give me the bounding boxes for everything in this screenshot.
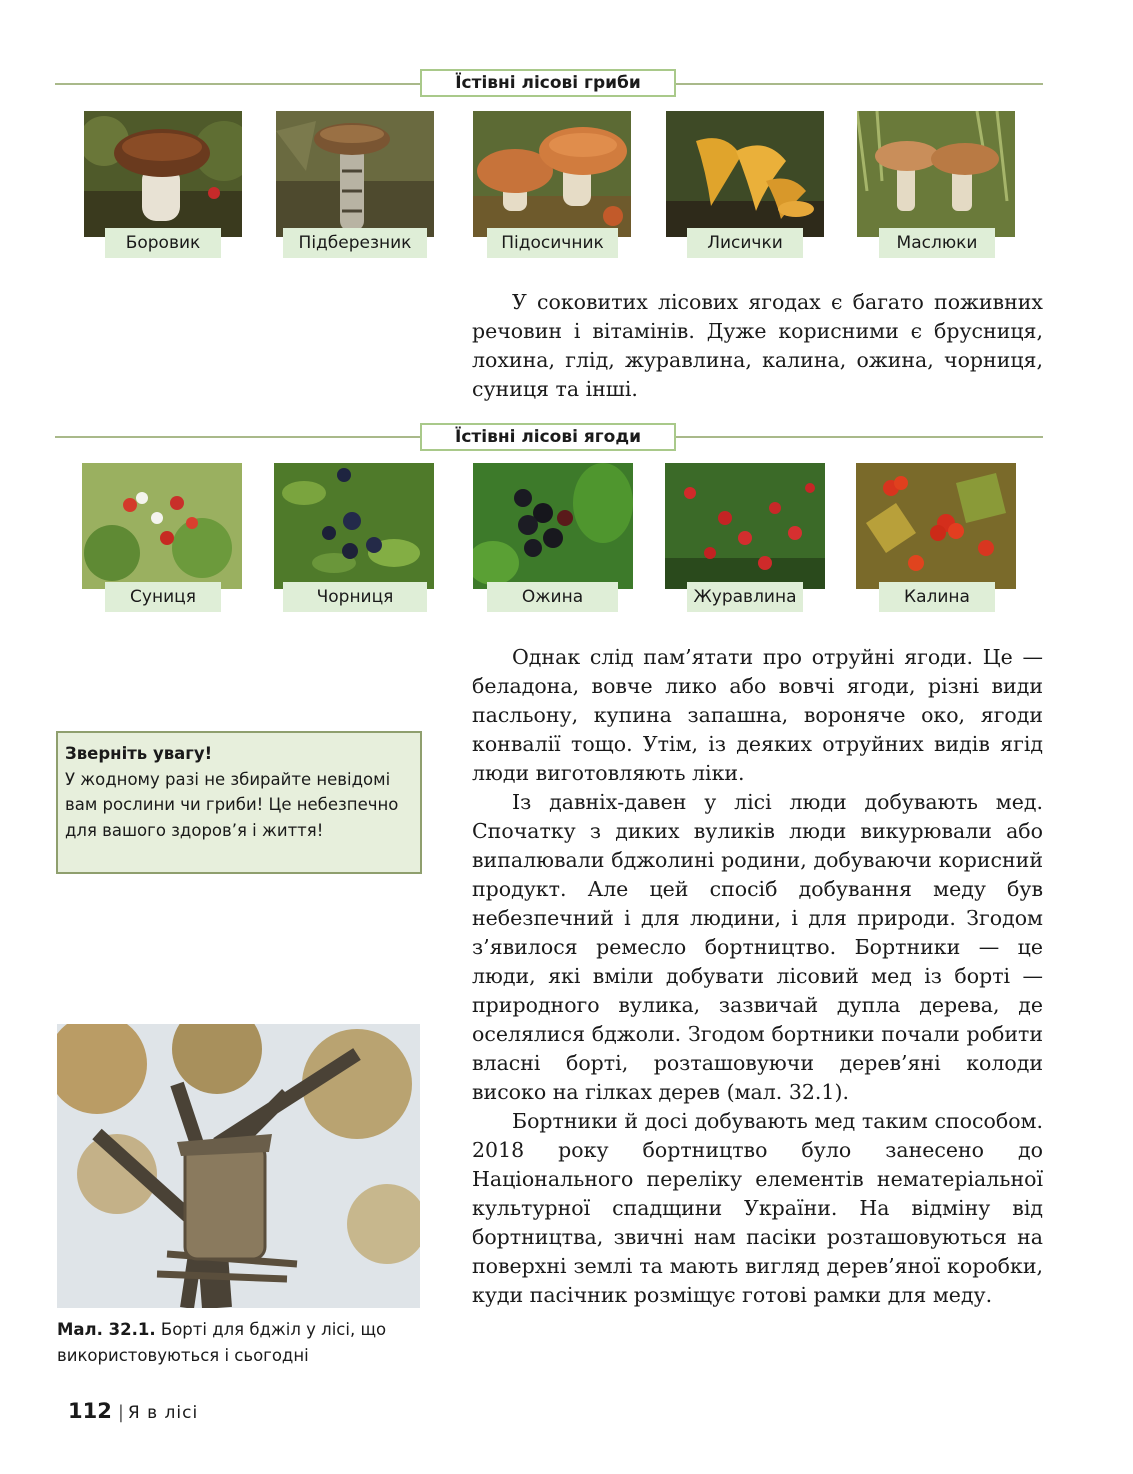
- body-paragraph-poisonous-berries: Однак слід пам’ятати про отруйні ягоди. Це — беладона, вовче лико або вовчі ягоди, різні види пасльону, купина запашна, вороняче око, ягоди конвалії тощо. Утім, із деяких отруйних видів ягід люди виготовляють ліки.: [472, 645, 1043, 785]
- main-body-text: [472, 643, 1043, 1310]
- chapter-title: Я в лісі: [127, 1403, 199, 1423]
- figure-caption-text: Борті для бджіл у лісі, що використовуються і сьогодні: [57, 1320, 387, 1365]
- figure-caption: [57, 1317, 427, 1368]
- caption-borovyk: Боровик: [105, 228, 221, 258]
- photo-zhuravlyna: [665, 463, 825, 589]
- body-paragraph-beekeeping-today: Бортники й досі добувають мед таким способом. 2018 року бортництво було занесено до Національного переліку елементів нематеріальної культурної спадщини України. На відміну від бортництва, звичні нам пасіки розташовуються на поверхні землі та мають вигляд дерев’яної коробки, куди пасічник розміщує готові рамки для меду.: [472, 1109, 1043, 1307]
- photo-lysychky: [666, 111, 824, 237]
- caption-lysychky: Лисички: [687, 228, 803, 258]
- photo-borovyk: [84, 111, 242, 237]
- page-footer: [68, 1399, 198, 1423]
- photo-masliuky: [857, 111, 1015, 237]
- attention-note-text: У жодному разі не збирайте невідомі вам рослини чи гриби! Це небезпечно для вашого здоров’я і життя!: [65, 769, 399, 840]
- caption-zhuravlyna: Журавлина: [687, 582, 803, 612]
- page-number: 112: [68, 1399, 112, 1423]
- photo-sunytsia: [82, 463, 242, 589]
- attention-note-title: Зверніть увагу!: [65, 744, 213, 763]
- photo-pidosychnyk: [473, 111, 631, 237]
- footer-separator: |: [117, 1402, 124, 1423]
- attention-note: [56, 731, 422, 874]
- caption-kalyna: Калина: [879, 582, 995, 612]
- berries-intro-paragraph: У соковитих лісових ягодах є багато поживних речовин і вітамінів. Дуже корисними є брусниця, лохина, глід, журавлина, калина, ожина, чорниця, суниця та інші.: [472, 290, 1043, 401]
- caption-pidbereznyk: Підберезник: [283, 228, 427, 258]
- caption-chornytsia: Чорниця: [283, 582, 427, 612]
- figure-bort-hive-photo: [57, 1024, 420, 1308]
- photo-chornytsia: [274, 463, 434, 589]
- caption-pidosychnyk: Підосичник: [487, 228, 618, 258]
- caption-sunytsia: Суниця: [105, 582, 221, 612]
- caption-ozhyna: Ожина: [487, 582, 618, 612]
- caption-masliuky: Маслюки: [879, 228, 995, 258]
- mushrooms-section-title: Їстівні лісові гриби: [420, 69, 676, 97]
- photo-kalyna: [856, 463, 1016, 589]
- body-paragraph-honey-history: Із давніх-давен у лісі люди добувають мед. Спочатку з диких вуликів люди викурювали або випалювали бджолині родини, добуваючи корисний продукт. Але цей спосіб добування меду був небезпечний і для людини, і для природи. Згодом з’явилося ремесло бортництво. Бортники — це люди, які вміли добувати лісовий мед із борті — природного вулика, зазвичай дупла дерева, де оселялися бджоли. Згодом бортники почали робити власні борті, розташовуючи дерев’яні колоди високо на гілках дерев (мал. 32.1).: [472, 790, 1043, 1104]
- berries-intro-text: [472, 288, 1043, 404]
- berries-section-title: Їстівні лісові ягоди: [420, 423, 676, 451]
- figure-caption-label: Мал. 32.1.: [57, 1320, 156, 1339]
- photo-ozhyna: [473, 463, 633, 589]
- photo-pidbereznyk: [276, 111, 434, 237]
